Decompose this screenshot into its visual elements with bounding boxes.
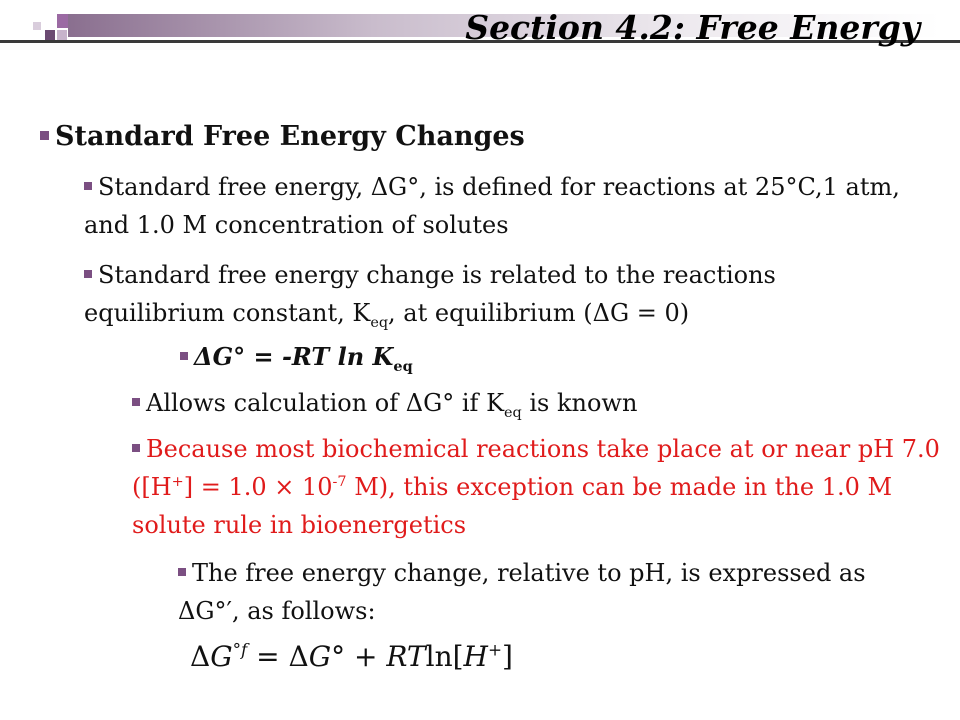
eq-part: G — [210, 640, 233, 673]
bullet-text: Because most biochemical reactions take place at or near pH 7.0 ([H — [132, 435, 940, 501]
subscript: eq — [393, 357, 413, 375]
bullet-text: is known — [521, 389, 638, 417]
eq-part: H — [463, 640, 488, 673]
bullet-icon — [178, 568, 186, 576]
eq-superscript: °f — [232, 639, 248, 660]
superscript: -7 — [332, 474, 347, 490]
superscript: + — [171, 474, 184, 490]
eq-part: ln — [425, 640, 453, 673]
bullet-text: , at equilibrium (ΔG = 0) — [388, 299, 690, 327]
eq-part: ] — [502, 640, 513, 673]
bullet-icon — [84, 270, 92, 278]
page-title: Section 4.2: Free Energy — [465, 8, 920, 47]
formula-text: ΔG° = -RT ln K — [194, 342, 394, 371]
list-item — [178, 554, 878, 630]
bullet-text: Standard free energy, ΔG°, is defined for reactions at 25°C,1 atm, and 1.0 M concentration of solutes — [84, 173, 900, 239]
deco-square — [57, 30, 67, 40]
bullet-icon — [132, 398, 140, 406]
list-item — [132, 384, 637, 422]
section-heading — [40, 118, 525, 156]
eq-part: Δ — [190, 640, 211, 673]
equation — [190, 640, 513, 673]
bullet-text: M), this exception can be made in the 1.0 M solute rule in bioenergetics — [132, 473, 893, 539]
bullet-icon — [132, 444, 140, 452]
bullet-text: Standard free energy change is related to the reactions equilibrium constant, K — [84, 261, 776, 327]
bullet-icon — [180, 352, 188, 360]
eq-part: G — [308, 640, 332, 673]
heading-text: Standard Free Energy Changes — [55, 121, 525, 152]
eq-part: ° — [331, 640, 346, 673]
deco-square — [33, 22, 41, 30]
bullet-icon — [40, 131, 49, 140]
list-item — [84, 256, 904, 332]
subscript: eq — [370, 314, 389, 331]
list-item — [84, 168, 904, 244]
bullet-text: ] = 1.0 × 10 — [183, 473, 333, 501]
eq-superscript: + — [487, 639, 503, 660]
formula-item — [180, 338, 413, 376]
bullet-text: Allows calculation of ΔG° if K — [146, 389, 504, 417]
bullet-icon — [84, 182, 92, 190]
deco-square — [45, 30, 55, 40]
list-item-highlight — [132, 430, 942, 544]
eq-part: + — [345, 640, 387, 673]
eq-part: [ — [452, 640, 464, 673]
bullet-text: The free energy change, relative to pH, is expressed as ΔG°′, as follows: — [178, 559, 866, 625]
eq-part: = Δ — [247, 640, 309, 673]
eq-part: RT — [386, 640, 426, 673]
subscript: eq — [504, 404, 522, 421]
